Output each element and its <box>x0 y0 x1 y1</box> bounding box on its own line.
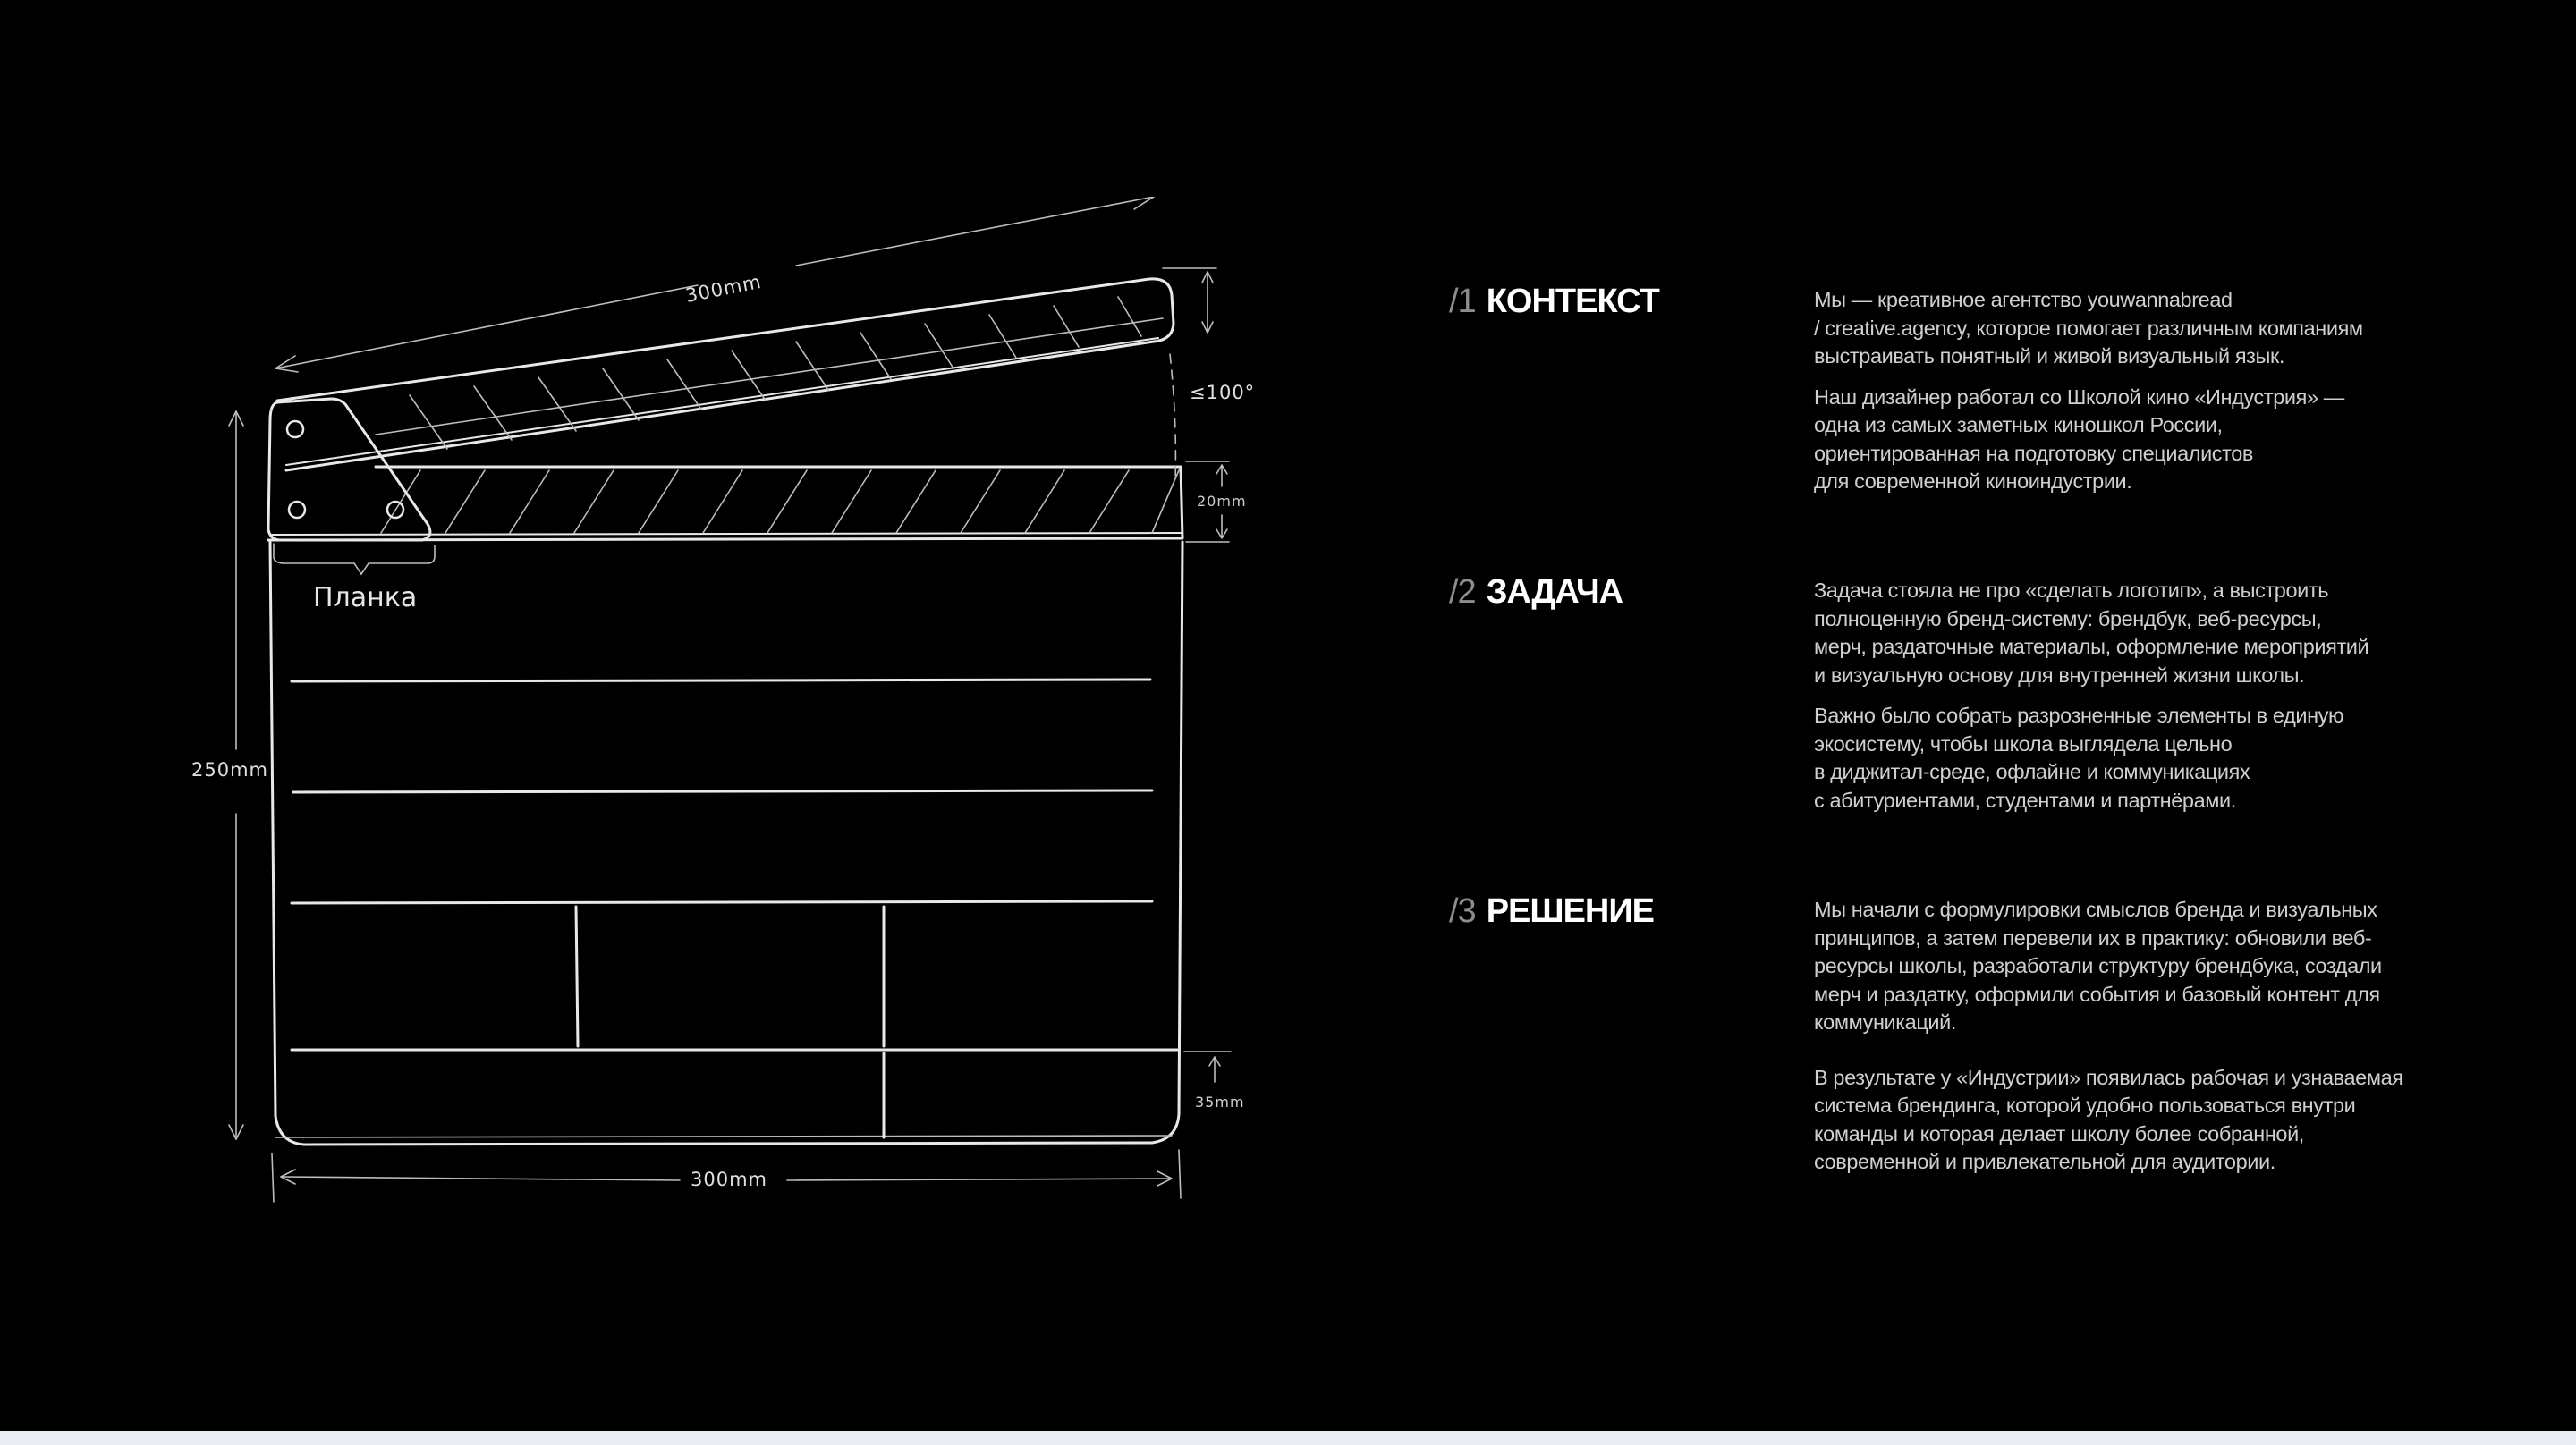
section-body <box>1814 577 2458 827</box>
hinge-label: Планка <box>313 582 418 613</box>
section-number: /1 <box>1449 283 1476 320</box>
section-paragraph: Мы — креативное агентство youwannabread / creative.agency, которое помогает различным компаниям выстраивать понятный и живой визуальный язык. <box>1814 288 2363 368</box>
section-paragraph: В результате у «Индустрии» появилась рабочая и узнаваемая система брендинга, которой удобно пользоваться внутри команды и которая делает школу более собранной, современной и привлекательной для аудитории. <box>1814 1065 2403 1173</box>
bottom-height-label: 35mm <box>1195 1094 1245 1111</box>
section-title: КОНТЕКСТ <box>1486 283 1659 320</box>
bottom-clapper-stick <box>268 467 1182 540</box>
top-clapper-stick <box>277 279 1174 470</box>
bottom-strip <box>0 1431 2576 1445</box>
section-heading <box>1449 283 1659 321</box>
section-title: РЕШЕНИЕ <box>1486 892 1655 930</box>
section-number: /2 <box>1449 573 1476 611</box>
section-paragraph: Наш дизайнер работал со Школой кино «Индустрия» — одна из самых заметных киношкол России, ориентированная на подготовку специалистов для современной киноиндустрии. <box>1814 384 2344 493</box>
section-body <box>1814 286 2458 509</box>
section-paragraph: Задача стояла не про «сделать логотип», а выстроить полноценную бренд-систему: брендбук, веб-ресурсы, мерч, раздаточные материалы, оформление мероприятий и визуальную основу для внутренней жизни школы. <box>1814 579 2369 687</box>
top-dimension-label: 300mm <box>683 270 764 307</box>
section-heading <box>1449 892 1654 931</box>
section-title: ЗАДАЧА <box>1486 573 1623 611</box>
section-number: /3 <box>1449 892 1476 930</box>
hinge-bracket <box>274 544 435 574</box>
bottom-dimension-label: 300mm <box>691 1169 767 1190</box>
clapper-height-label: 20mm <box>1197 493 1247 510</box>
section-paragraph: Мы начали с формулировки смыслов бренда и визуальных принципов, а затем перевели их в практику: обновили веб- ресурсы школы, разработали структуру брендбука, создали мерч и раздатку, оформили события и базовый контент для коммуникаций. <box>1814 898 2382 1034</box>
height-dimension-label: 250mm <box>191 759 268 781</box>
section-paragraph: Важно было собрать разрозненные элементы в единую экосистему, чтобы школа выглядела цельно в диджитал-среде, офлайне и коммуникациях с абитуриентами, студентами и партнёрами. <box>1814 704 2344 812</box>
section-heading <box>1449 573 1623 612</box>
section-body <box>1814 896 2458 1189</box>
bottom-height-annotation <box>1184 1052 1231 1082</box>
board-body <box>270 542 1182 1145</box>
clapperboard-sketch <box>170 197 1297 1216</box>
angle-label: ≤100° <box>1190 382 1256 403</box>
